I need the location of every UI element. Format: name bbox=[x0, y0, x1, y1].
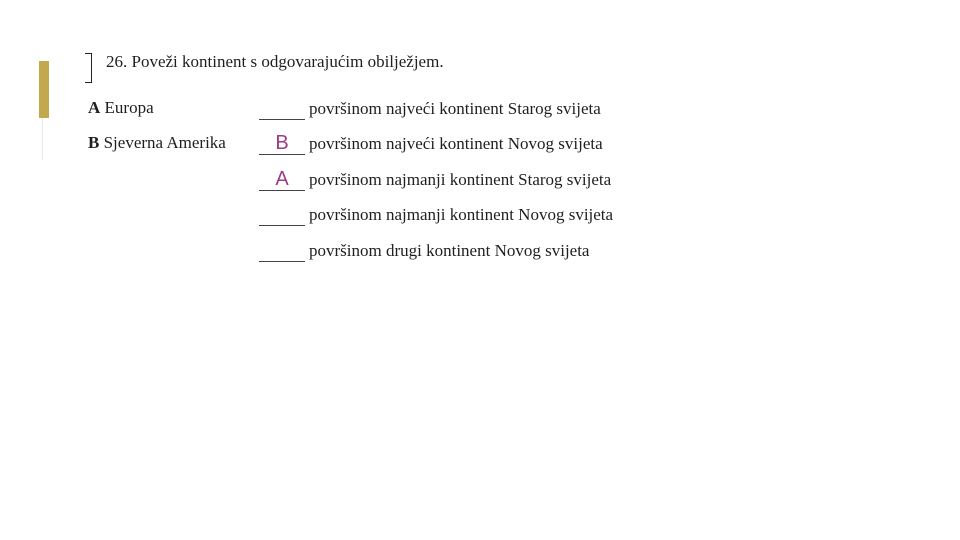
statement-text: površinom najveći kontinent Novog svijeta bbox=[309, 134, 603, 153]
statement-row bbox=[259, 203, 613, 226]
statement-text: površinom drugi kontinent Novog svijeta bbox=[309, 241, 590, 260]
answer-blank[interactable] bbox=[259, 168, 305, 191]
answer-blank[interactable] bbox=[259, 97, 305, 120]
statement-row bbox=[259, 168, 611, 191]
answer-letter: A bbox=[275, 168, 289, 190]
continent-letter: A bbox=[88, 98, 101, 117]
bracket-mark bbox=[85, 53, 92, 83]
statement-text: površinom najmanji kontinent Novog svijeta bbox=[309, 205, 614, 224]
accent-bar bbox=[39, 61, 49, 118]
answer-blank[interactable] bbox=[259, 132, 305, 155]
answer-blank[interactable] bbox=[259, 203, 305, 226]
statement-text: površinom najmanji kontinent Starog svijeta bbox=[309, 170, 612, 189]
answer-blank[interactable] bbox=[259, 239, 305, 262]
question-title: 26. Poveži kontinent s odgovarajućim obilježjem. bbox=[106, 52, 444, 71]
continent-name: Europa bbox=[104, 98, 154, 117]
statement-row bbox=[259, 97, 601, 120]
continent-letter: B bbox=[88, 133, 100, 152]
answer-letter: B bbox=[275, 132, 289, 154]
statement-row bbox=[259, 132, 603, 155]
statement-row bbox=[259, 239, 589, 262]
continent-item-b bbox=[88, 132, 226, 154]
slide-edge-line bbox=[42, 118, 43, 160]
continent-item-a bbox=[88, 97, 154, 119]
continent-name: Sjeverna Amerika bbox=[103, 133, 226, 152]
statement-text: površinom najveći kontinent Starog svijeta bbox=[309, 99, 601, 118]
